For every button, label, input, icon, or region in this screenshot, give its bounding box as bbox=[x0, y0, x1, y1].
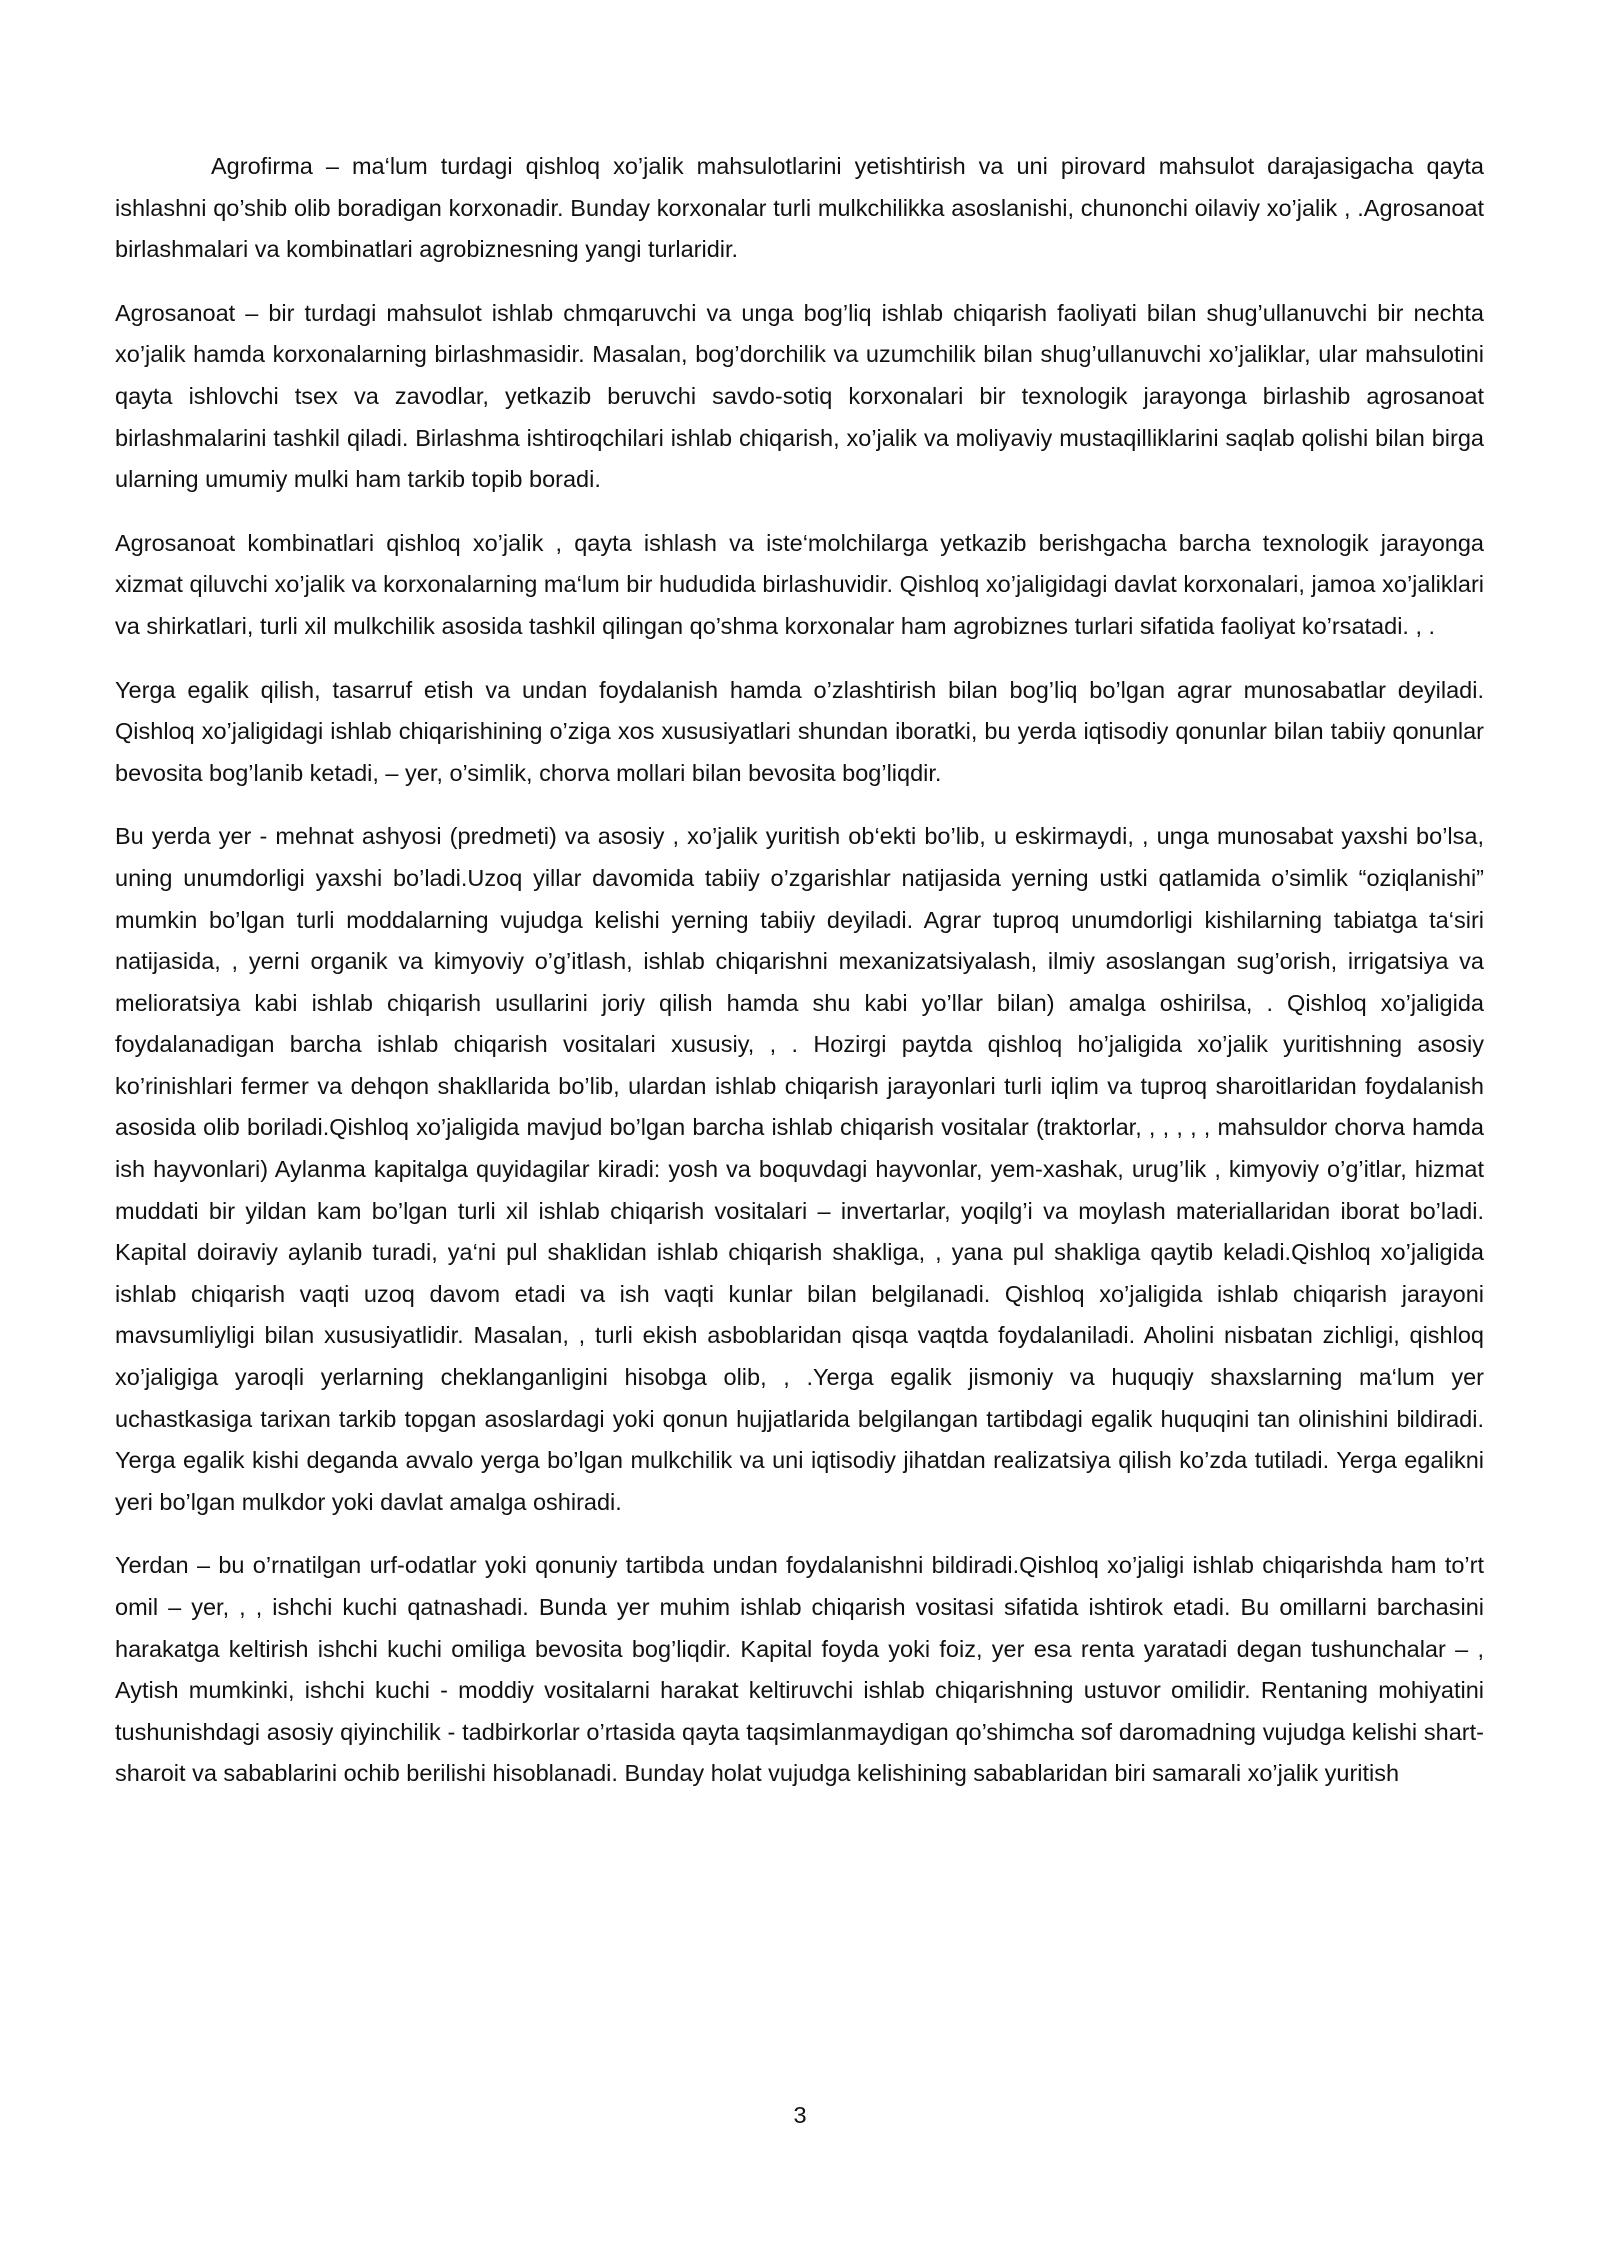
paragraph-yerdan-foydalanish: Yerdan – bu o’rnatilgan urf-odatlar yoki qonuniy tartibda undan foydalanishni bildiradi.Qishloq xo’jaligi ishlab chiqarishda ham to’rt omil – yer, , , ishchi kuchi qatnashadi. Bunda yer muhim ishlab chiqarish vositasi sifatida ishtirok etadi. Bu omillarni barchasini harakatga keltirish ishchi kuchi omiliga bevosita bog’liqdir. Kapital foyda yoki foiz, yer esa renta yaratadi degan tushunchalar – , Aytish mumkinki, ishchi kuchi - moddiy vositalarni harakat keltiruvchi ishlab chiqarishning ustuvor omilidir. Rentaning mohiyatini tushunishdagi asosiy qiyinchilik - tadbirkorlar o’rtasida qayta taqsimlanmaydigan qo’shimcha sof daromadning vujudga kelishi shart-sharoit va sabablarini ochib berilishi hisoblanadi. Bunday holat vujudga kelishining sabablaridan biri samarali xo’jalik yuritish bbox=[115, 1552, 1484, 1787]
paragraph-agrosanoat: Agrosanoat – bir turdagi mahsulot ishlab chmqaruvchi va unga bog’liq ishlab chiqarish faoliyati bilan shug’ullanuvchi bir nechta xo’jalik hamda korxonalarning birlashmasidir. Masalan, bog’dorchilik va uzumchilik bilan shug’ullanuvchi xo’jaliklar, ular mahsulotini qayta ishlovchi tsex va zavodlar, yetkazib beruvchi savdo-sotiq korxonalari bir texnologik jarayonga birlashib agrosanoat birlashmalarini tashkil qiladi. Birlashma ishtiroqchilari ishlab chiqarish, xo’jalik va moliyaviy mustaqilliklarini saqlab qolishi bilan birga ularning umumiy mulki ham tarkib topib boradi. bbox=[115, 299, 1484, 493]
paragraph-yerga-egalik: Yerga egalik qilish, tasarruf etish va undan foydalanish hamda o’zlashtirish bilan bog’liq bo’lgan agrar munosabatlar deyiladi. Qishloq xo’jaligidagi ishlab chiqarishining o’ziga xos xususiyatlari shundan iboratki, bu yerda iqtisodiy qonunlar bilan tabiiy qonunlar bevosita bog’lanib ketadi, – yer, o’simlik, chorva mollari bilan bevosita bog’liqdir. bbox=[115, 676, 1484, 786]
paragraph-agrofirma: Agrofirma – ma‘lum turdagi qishloq xo’jalik mahsulotlarini yetishtirish va uni pirovard mahsulot darajasigacha qayta ishlashni qo’shib olib boradigan korxonadir. Bunday korxonalar turli mulkchilikka asoslanishi, chunonchi oilaviy xo’jalik , .Agrosanoat birlashmalari va kombinatlari agrobiznesning yangi turlaridir. bbox=[115, 153, 1484, 263]
document-body bbox=[115, 146, 1484, 1817]
page-number: 3 bbox=[793, 2102, 807, 2128]
paragraph-agrosanoat-kombinatlari: Agrosanoat kombinatlari qishloq xo’jalik , qayta ishlash va iste‘molchilarga yetkazib berishgacha barcha texnologik jarayonga xizmat qiluvchi xo’jalik va korxonalarning ma‘lum bir hududida birlashuvidir. Qishloq xo’jaligidagi davlat korxonalari, jamoa xo’jaliklari va shirkatlari, turli xil mulkchilik asosida tashkil qilingan qo’shma korxonalar ham agrobiznes turlari sifatida faoliyat ko’rsatadi. , . bbox=[115, 529, 1484, 639]
paragraph-mehnat-ashyosi: Bu yerda yer - mehnat ashyosi (predmeti) va asosiy , xo’jalik yuritish ob‘ekti bo’lib, u eskirmaydi, , unga munosabat yaxshi bo’lsa, uning unumdorligi yaxshi bo’ladi.Uzoq yillar davomida tabiiy o’zgarishlar natijasida yerning ustki qatlamida o’simlik “oziqlanishi” mumkin bo’lgan turli moddalarning vujudga kelishi yerning tabiiy deyiladi. Agrar tuproq unumdorligi kishilarning tabiatga ta‘siri natijasida, , yerni organik va kimyoviy o’g’itlash, ishlab chiqarishni mexanizatsiyalash, ilmiy asoslangan sug’orish, irrigatsiya va melioratsiya kabi ishlab chiqarish usullarini joriy qilish hamda shu kabi yo’llar bilan) amalga oshirilsa, . Qishloq xo’jaligida foydalanadigan barcha ishlab chiqarish vositalari xususiy, , . Hozirgi paytda qishloq ho’jaligida xo’jalik yuritishning asosiy ko’rinishlari fermer va dehqon shakllarida bo’lib, ulardan ishlab chiqarish jarayonlari turli iqlim va tuproq sharoitlaridan foydalanish asosida olib boriladi.Qishloq xo’jaligida mavjud bo’lgan barcha ishlab chiqarish vositalar (traktorlar, , , , , , mahsuldor chorva hamda ish hayvonlari) Aylanma kapitalga quyidagilar kiradi: yosh va boquvdagi hayvonlar, yem-xashak, urug’lik , kimyoviy o’g’itlar, hizmat muddati bir yildan kam bo’lgan turli xil ishlab chiqarish vositalari – invertarlar, yoqilg’i va moylash materiallaridan iborat bo’ladi. Kapital doiraviy aylanib turadi, ya‘ni pul shaklidan ishlab chiqarish shakliga, , yana pul shakliga qaytib keladi.Qishloq xo’jaligida ishlab chiqarish vaqti uzoq davom etadi va ish vaqti kunlar bilan belgilanadi. Qishloq xo’jaligida ishlab chiqarish jarayoni mavsumliyligi bilan xususiyatlidir. Masalan, , turli ekish asboblaridan qisqa vaqtda foydalaniladi. Aholini nisbatan zichligi, qishloq xo’jaligiga yaroqli yerlarning cheklanganligini hisobga olib, , .Yerga egalik jismoniy va huquqiy shaxslarning ma‘lum yer uchastkasiga tarixan tarkib topgan asoslardagi yoki qonun hujjatlarida belgilangan tartibdagi egalik huquqini tan olinishini bildiradi. Yerga egalik kishi deganda avvalo yerga bo’lgan mulkchilik va uni iqtisodiy jihatdan realizatsiya qilish ko’zda tutiladi. Yerga egalikni yeri bo’lgan mulkdor yoki davlat amalga oshiradi. bbox=[115, 823, 1484, 1515]
